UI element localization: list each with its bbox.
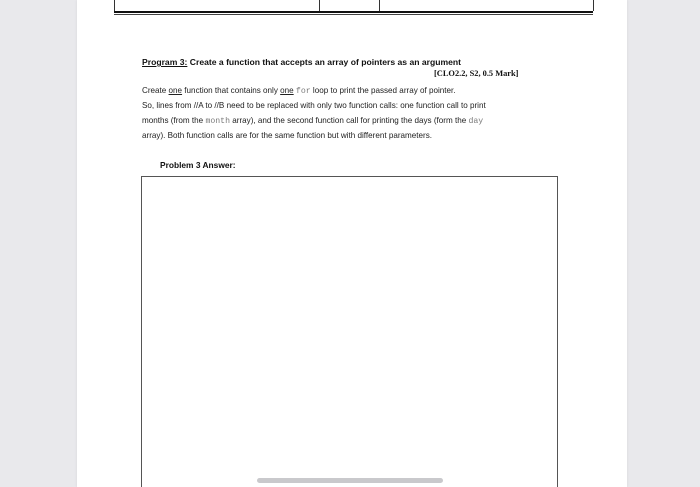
instruction-line xyxy=(142,114,572,129)
text-run: loop to print the passed array of pointer. xyxy=(310,86,456,95)
text-run: array), and the second function call for printing the days (form the xyxy=(230,115,469,125)
previous-table-bottom xyxy=(114,0,594,11)
instruction-line xyxy=(142,84,572,99)
program-title: Create a function that accepts an array of pointers as an argument xyxy=(187,57,462,67)
answer-box[interactable] xyxy=(141,176,558,487)
program-heading xyxy=(142,57,461,67)
emphasis-one: one xyxy=(280,86,294,95)
document-page xyxy=(77,0,627,487)
code-day: day xyxy=(468,116,484,126)
table-bottom-border xyxy=(114,14,593,15)
table-column-divider xyxy=(319,0,320,11)
text-run: months (from the xyxy=(142,115,206,125)
code-month: month xyxy=(205,116,231,126)
marks-info: [CLO2.2, S2, 0.5 Mark] xyxy=(434,69,519,78)
emphasis-one: one xyxy=(168,86,183,95)
table-column-divider xyxy=(379,0,380,11)
program-label: Program 3: xyxy=(142,57,188,67)
answer-label: Problem 3 Answer: xyxy=(160,160,236,170)
horizontal-scrollbar[interactable] xyxy=(257,478,443,483)
instruction-line: So, lines from //A to //B need to be replaced with only two function calls: one function call to print xyxy=(142,101,486,111)
code-for: for xyxy=(295,87,311,96)
text-run: Create xyxy=(142,86,169,95)
text-run: function that contains only xyxy=(182,86,281,95)
instruction-line: array). Both function calls are for the same function but with different parameters. xyxy=(142,130,433,140)
instructions xyxy=(142,84,572,143)
